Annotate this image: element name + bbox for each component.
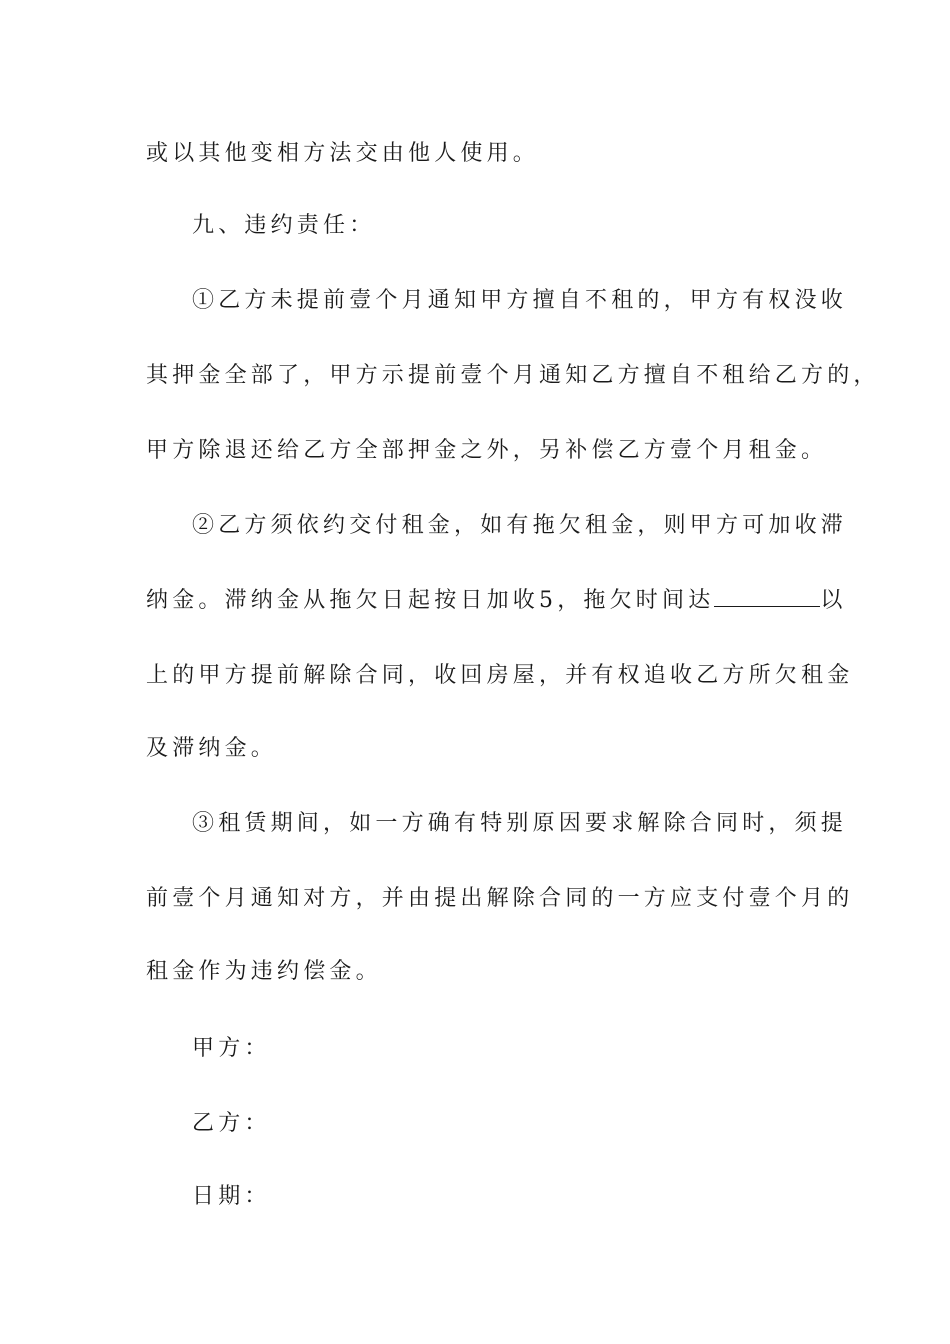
paragraph-line: ③租赁期间，如一方确有特别原因要求解除合同时，须提 bbox=[192, 811, 848, 836]
paragraph-line: ①乙方未提前壹个月通知甲方擅自不租的，甲方有权没收 bbox=[192, 288, 848, 313]
paragraph-line: 上的甲方提前解除合同，收回房屋，并有权追收乙方所欠租金 bbox=[146, 663, 854, 688]
paragraph-text: 以 bbox=[820, 588, 847, 613]
paragraph-line: ②乙方须依约交付租金，如有拖欠租金，则甲方可加收滞 bbox=[192, 513, 848, 538]
paragraph-line: 租金作为违约偿金。 bbox=[146, 959, 382, 984]
paragraph-line: 或以其他变相方法交由他人使用。 bbox=[146, 141, 540, 166]
paragraph-line-with-blank bbox=[146, 586, 847, 616]
paragraph-line: 前壹个月通知对方，并由提出解除合同的一方应支付壹个月的 bbox=[146, 886, 854, 911]
section-heading: 九、违约责任： bbox=[192, 213, 376, 238]
paragraph-text: 纳金。滞纳金从拖欠日起按日加收5，拖欠时间达 bbox=[146, 588, 715, 613]
signature-date: 日期： bbox=[192, 1184, 271, 1209]
signature-party-a: 甲方： bbox=[192, 1036, 271, 1061]
paragraph-line: 甲方除退还给乙方全部押金之外，另补偿乙方壹个月租金。 bbox=[146, 438, 828, 463]
paragraph-line: 及滞纳金。 bbox=[146, 736, 278, 761]
fill-in-blank bbox=[714, 586, 820, 607]
signature-party-b: 乙方： bbox=[192, 1111, 271, 1136]
paragraph-line: 其押金全部了，甲方示提前壹个月通知乙方擅自不租给乙方的， bbox=[146, 363, 880, 388]
